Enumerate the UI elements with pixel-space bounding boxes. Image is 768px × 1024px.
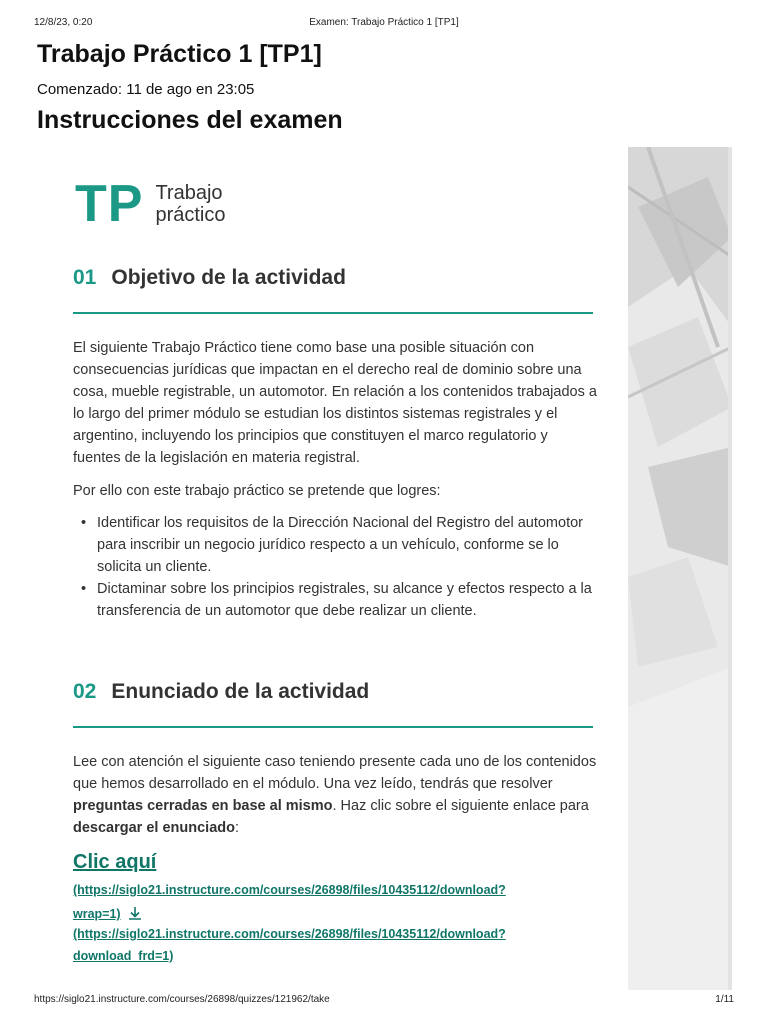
statement-text: Lee con atención el siguiente caso teniendo presente cada uno de los contenidos que hemos desarrollado en el módulo. Una vez leído, tendrás que resolver — [73, 754, 597, 792]
section-statement-heading — [73, 680, 593, 704]
statement-bold-text: preguntas cerradas en base al mismo — [73, 798, 333, 814]
tp-logo-word-line2: práctico — [155, 204, 226, 226]
list-item: • Identificar los requisitos de la Dirección Nacional del Registro del automotor para inscribir un negocio jurídico respecto a un vehículo, conforme se lo solicita un cliente. — [73, 512, 598, 578]
section-number: 02 — [73, 680, 97, 703]
section-objective-heading — [73, 266, 593, 290]
download-link-wrap-line1[interactable]: (https://siglo21.instructure.com/courses/26898/files/10435112/download? — [73, 883, 506, 897]
print-date: 12/8/23, 0:20 — [34, 17, 93, 28]
decorative-side-image — [628, 147, 732, 990]
tp-logo-word-line1: Trabajo — [155, 182, 223, 204]
download-icon[interactable] — [127, 905, 143, 924]
objective-paragraph: El siguiente Trabajo Práctico tiene como base una posible situación con consecuencias jurídicas que impactan en el derecho real de dominio sobre una cosa, mueble registrable, un automotor. En relación a los contenidos trabajados a lo largo del primer módulo se estudian los distintos sistemas registrales y el argentino, incluyendo los principios que constituyen el marco regulatorio y fuentes de la legislación en materia registral. — [73, 340, 597, 466]
download-link-frd-line1[interactable]: (https://siglo21.instructure.com/courses/26898/files/10435112/download? — [73, 927, 506, 941]
footer-page-number: 1/11 — [715, 994, 734, 1005]
tp-logo — [75, 175, 226, 233]
side-scrollbar — [728, 147, 732, 990]
statement-paragraph — [73, 751, 598, 839]
section-title: Enunciado de la actividad — [111, 680, 370, 703]
section-divider — [73, 312, 593, 314]
started-timestamp: Comenzado: 11 de ago en 23:05 — [37, 81, 255, 98]
section-title: Objetivo de la actividad — [111, 266, 346, 289]
list-item: • Dictaminar sobre los principios registrales, su alcance y efectos respecto a la transferencia de un automotor que debe realizar un cliente. — [73, 578, 598, 622]
exam-title: Trabajo Práctico 1 [TP1] — [37, 40, 322, 68]
print-page-title: Examen: Trabajo Práctico 1 [TP1] — [309, 17, 459, 28]
statement-text: : — [234, 820, 240, 836]
download-link-frd-line2[interactable]: download_frd=1) — [73, 949, 174, 963]
download-link-wrap-row — [73, 905, 143, 924]
clic-aqui-link[interactable]: Clic aquí — [73, 851, 157, 873]
tp-logo-mark: TP — [75, 175, 144, 233]
footer-url: https://siglo21.instructure.com/courses/26898/quizzes/121962/take — [34, 994, 330, 1005]
statement-text: . Haz clic sobre el siguiente enlace para — [332, 798, 589, 814]
section-divider — [73, 726, 593, 728]
instructions-title: Instrucciones del examen — [37, 106, 343, 134]
print-header — [0, 17, 768, 31]
statement-bold-text: descargar el enunciado — [73, 820, 235, 836]
download-link-wrap-line2[interactable]: wrap=1) — [73, 906, 121, 921]
tp-logo-word — [155, 182, 225, 226]
objective-intro: Por ello con este trabajo práctico se pretende que logres: — [73, 483, 441, 499]
section-number: 01 — [73, 266, 97, 289]
objective-list — [73, 512, 598, 622]
